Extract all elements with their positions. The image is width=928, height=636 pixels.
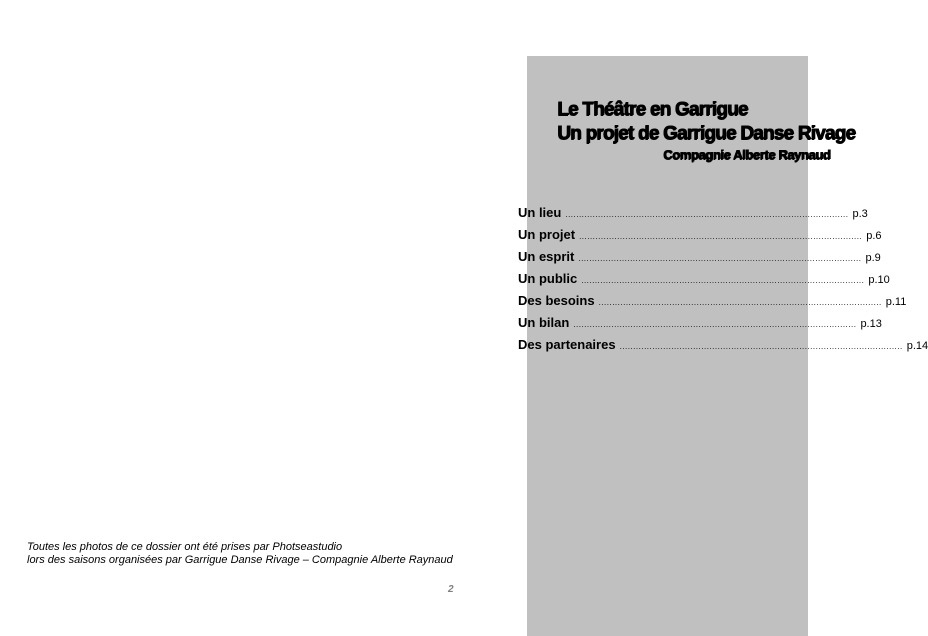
toc-leader-dots: ........................................................................................................ xyxy=(573,320,857,329)
toc-leader-dots: ........................................................................................................ xyxy=(578,254,862,263)
toc-item-page: p.9 xyxy=(865,252,881,264)
page-number: 2 xyxy=(448,584,454,595)
toc-item-label: Un bilan xyxy=(518,315,570,330)
subtitle: Compagnie Alberte Raynaud xyxy=(663,147,831,162)
photo-credit-caption xyxy=(27,541,453,567)
table-of-contents xyxy=(518,205,928,359)
caption-line-2: lors des saisons organisées par Garrigue Danse Rivage – Compagnie Alberte Raynaud xyxy=(27,554,453,566)
toc-item[interactable] xyxy=(518,227,882,249)
toc-item[interactable] xyxy=(518,337,928,359)
caption-line-1: Toutes les photos de ce dossier ont été prises par Photseastudio xyxy=(27,541,343,553)
toc-item-page: p.6 xyxy=(866,230,882,242)
toc-item-page: p.13 xyxy=(860,318,882,330)
toc-item[interactable] xyxy=(518,205,868,227)
toc-item[interactable] xyxy=(518,249,881,271)
toc-item[interactable] xyxy=(518,271,890,293)
toc-item-label: Un esprit xyxy=(518,249,575,264)
toc-item-label: Un projet xyxy=(518,227,576,242)
toc-item-page: p.3 xyxy=(852,208,868,220)
toc-item-label: Un public xyxy=(518,271,578,286)
toc-item[interactable] xyxy=(518,293,907,315)
toc-leader-dots: ........................................................................................................ xyxy=(565,210,849,219)
toc-leader-dots: ........................................................................................................ xyxy=(581,276,865,285)
toc-leader-dots: ........................................................................................................ xyxy=(579,232,863,241)
title-line-1: Le Théâtre en Garrigue xyxy=(557,99,748,120)
toc-leader-dots: ........................................................................................................ xyxy=(619,342,903,351)
toc-item[interactable] xyxy=(518,315,882,337)
toc-item-page: p.14 xyxy=(906,340,928,352)
toc-item-label: Des partenaires xyxy=(518,337,616,352)
toc-item-page: p.10 xyxy=(868,274,890,286)
title-line-2: Un projet de Garrigue Danse Rivage xyxy=(557,123,855,144)
toc-item-label: Des besoins xyxy=(518,293,595,308)
toc-item-page: p.11 xyxy=(885,296,907,308)
toc-item-label: Un lieu xyxy=(518,205,562,220)
toc-leader-dots: ........................................................................................................ xyxy=(598,298,882,307)
